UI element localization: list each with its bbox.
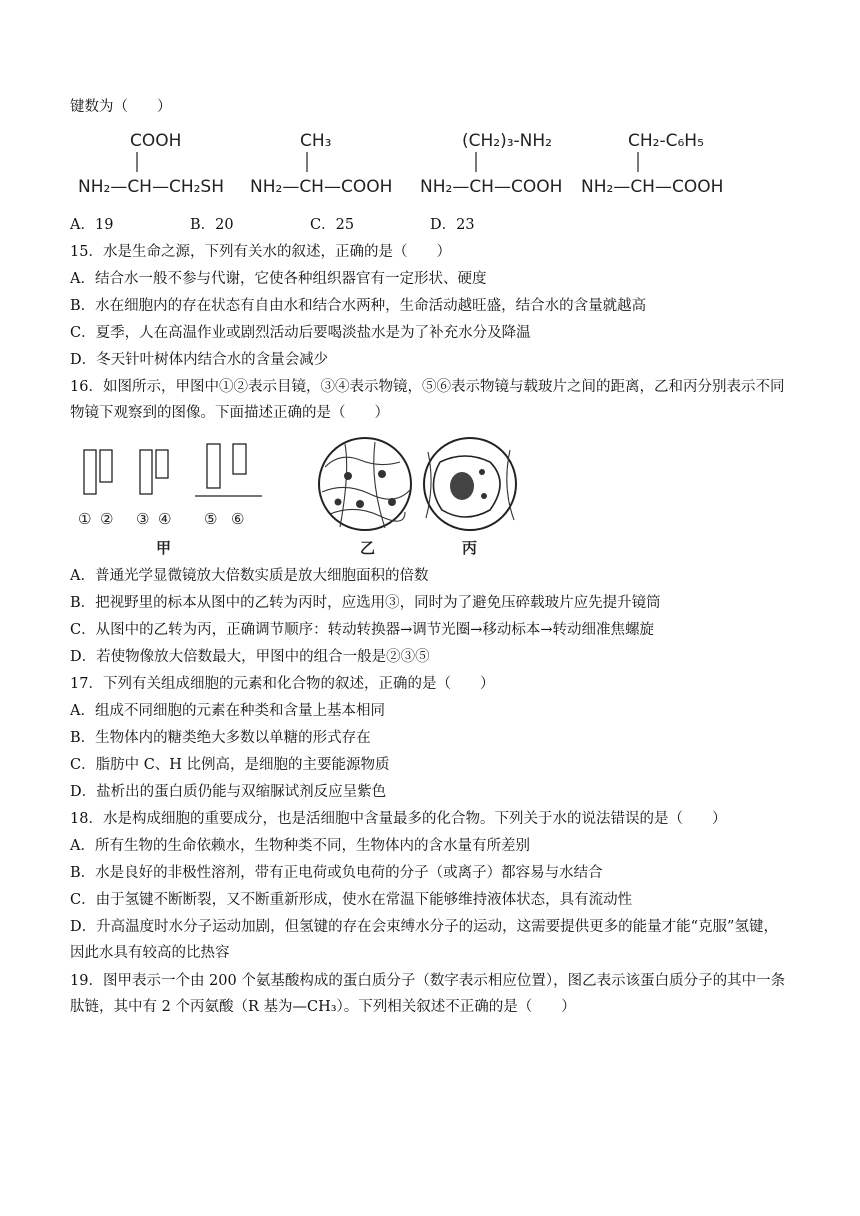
q16-option-d[interactable]: D．若使物像放大倍数最大，甲图中的组合一般是②③⑤: [70, 649, 430, 665]
svg-text:⑤: ⑤: [204, 510, 218, 528]
eyepiece-1: [84, 450, 96, 494]
q19-stem: 19．图甲表示一个由 200 个氨基酸构成的蛋白质分子（数字表示相应位置），图乙表示该蛋白质分子的其中一条肽链，其中有 2 个丙氨酸（R 基为—CH₃）。下列相关叙述不正确的是（ ）: [70, 973, 786, 1015]
svg-text:甲: 甲: [156, 539, 172, 557]
q15-option-d[interactable]: D．冬天针叶树体内结合水的含量会减少: [70, 352, 329, 368]
q18-option-a[interactable]: A．所有生物的生命依赖水，生物种类不同，生物体内的含水量有所差别: [70, 838, 530, 854]
molecule-1-r-group: COOH: [130, 131, 182, 151]
q14-stem-tail: 键数为（ ）: [70, 99, 172, 115]
microscope-figure: [70, 432, 550, 562]
q14-option-b[interactable]: B．20: [190, 217, 234, 233]
molecule-4-r-group: CH₂-C₆H₅: [628, 131, 704, 151]
svg-text:①: ①: [78, 510, 92, 528]
molecule-2-r-group: CH₃: [300, 131, 332, 151]
svg-text:丙: 丙: [462, 539, 478, 557]
molecule-2-backbone: NH₂—CH—COOH: [250, 177, 393, 197]
molecule-3-backbone: NH₂—CH—COOH: [420, 177, 563, 197]
molecule-cysteine: [78, 131, 224, 197]
svg-text:⑥: ⑥: [231, 510, 245, 528]
q15-stem: 15．水是生命之源，下列有关水的叙述，正确的是（ ）: [70, 244, 451, 260]
q14-options: [70, 215, 475, 235]
q14-option-a[interactable]: A．19: [70, 217, 114, 233]
objective-4: [156, 450, 168, 478]
q17-option-c[interactable]: C．脂肪中 C、H 比例高，是细胞的主要能源物质: [70, 757, 390, 773]
q18-option-d[interactable]: D．升高温度时水分子运动加剧，但氢键的存在会束缚水分子的运动，这需要提供更多的能量才能“克服”氢键，因此水具有较高的比热容: [70, 919, 778, 961]
molecule-lysine: [420, 131, 562, 197]
molecule-3-r-group: (CH₂)₃-NH₂: [462, 131, 552, 151]
svg-text:④: ④: [158, 510, 172, 528]
q15-option-c[interactable]: C．夏季，人在高温作业或剧烈活动后要喝淡盐水是为了补充水分及降温: [70, 325, 531, 341]
amino-acid-structures: [0, 122, 860, 212]
view-bing: [424, 438, 516, 530]
q16-stem: 16．如图所示，甲图中①②表示目镜，③④表示物镜，⑤⑥表示物镜与载玻片之间的距离，乙和丙分别表示不同物镜下观察到的图像。下面描述正确的是（ ）: [70, 379, 785, 421]
q17-option-b[interactable]: B．生物体内的糖类绝大多数以单糖的形式存在: [70, 730, 371, 746]
q18-option-c[interactable]: C．由于氢键不断断裂，又不断重新形成，使水在常温下能够维持液体状态，具有流动性: [70, 892, 633, 908]
molecule-4-backbone: NH₂—CH—COOH: [581, 177, 724, 197]
q17-option-a[interactable]: A．组成不同细胞的元素在种类和含量上基本相同: [70, 703, 385, 719]
distance-5: [207, 444, 220, 488]
q16-option-c[interactable]: C．从图中的乙转为丙，正确调节顺序：转动转换器→调节光圈→移动标本→转动细准焦螺旋: [70, 622, 655, 638]
molecule-phenylalanine: [581, 131, 723, 197]
svg-text:②: ②: [100, 510, 114, 528]
svg-text:乙: 乙: [360, 539, 376, 557]
q15-option-b[interactable]: B．水在细胞内的存在状态有自由水和结合水两种，生命活动越旺盛，结合水的含量就越高: [70, 298, 647, 314]
eyepiece-2: [100, 450, 112, 482]
q14-option-d[interactable]: D．23: [430, 217, 475, 233]
q18-stem: 18．水是构成细胞的重要成分，也是活细胞中含量最多的化合物。下列关于水的说法错误的是（ ）: [70, 811, 727, 827]
q17-stem: 17．下列有关组成细胞的元素和化合物的叙述，正确的是（ ）: [70, 676, 495, 692]
svg-text:③: ③: [136, 510, 150, 528]
distance-6: [233, 444, 246, 474]
molecule-alanine: [250, 131, 392, 197]
molecule-1-backbone: NH₂—CH—CH₂SH: [78, 177, 225, 197]
q14-option-c[interactable]: C．25: [310, 217, 355, 233]
view-yi: [319, 438, 411, 530]
q15-option-a[interactable]: A．结合水一般不参与代谢，它使各种组织器官有一定形状、硬度: [70, 271, 487, 287]
q18-option-b[interactable]: B．水是良好的非极性溶剂，带有正电荷或负电荷的分子（或离子）都容易与水结合: [70, 865, 603, 881]
q16-option-a[interactable]: A．普通光学显微镜放大倍数实质是放大细胞面积的倍数: [70, 568, 429, 584]
q17-option-d[interactable]: D．盐析出的蛋白质仍能与双缩脲试剂反应呈紫色: [70, 784, 387, 800]
objective-3: [140, 450, 152, 494]
q16-option-b[interactable]: B．把视野里的标本从图中的乙转为丙时，应选用③，同时为了避免压碎载玻片应先提升镜筒: [70, 595, 661, 611]
